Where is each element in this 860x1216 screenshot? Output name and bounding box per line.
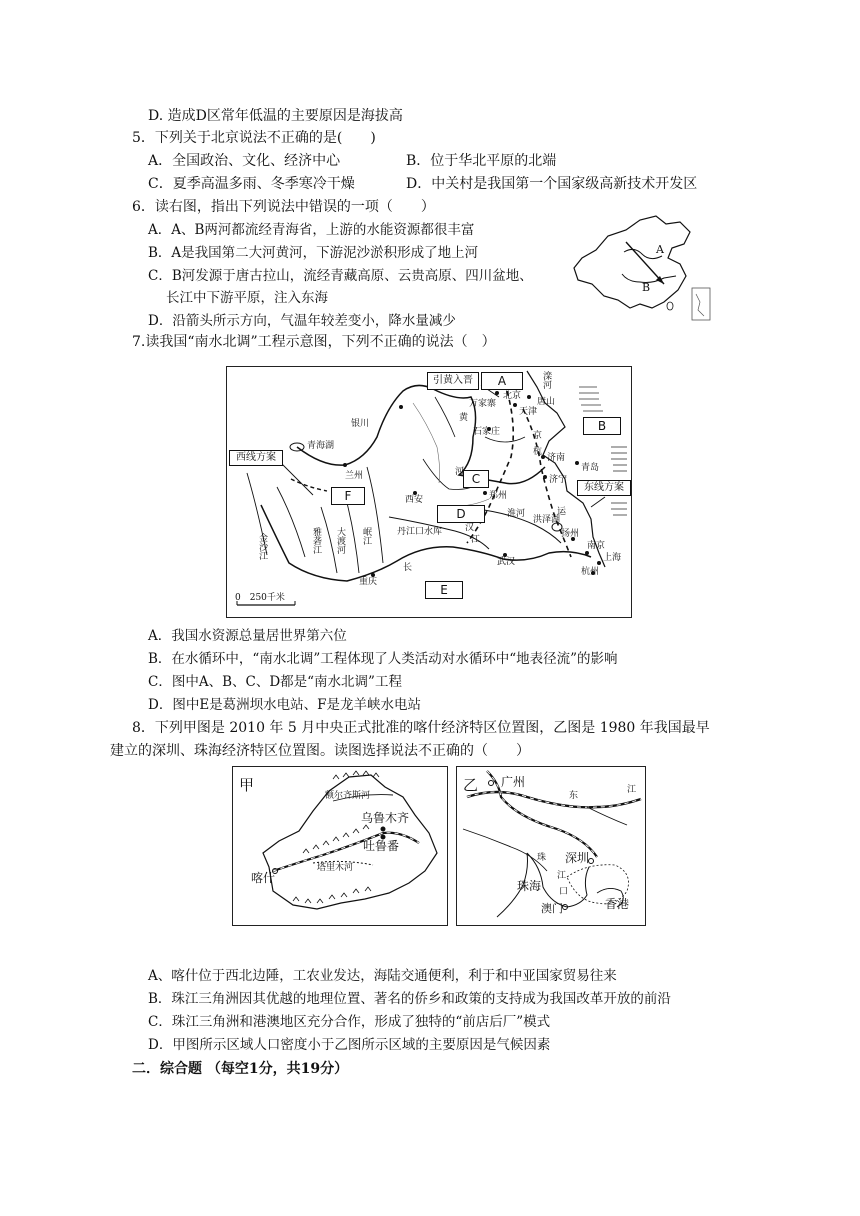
map-yi-title: 乙 — [463, 776, 479, 794]
q6-option-c-cont: 长江中下游平原，注入东海 — [166, 290, 328, 306]
map-scale: 0 250千米 — [235, 593, 285, 603]
map-label-qinghaihu: 青海湖 — [307, 441, 335, 451]
water-diversion-map-graphic — [227, 367, 631, 617]
map-yi-label-jiang2: 江 — [557, 871, 567, 881]
map-jia-label-urumqi: 乌鲁木齐 — [361, 811, 410, 825]
q5-option-a: A．全国政治、文化、经济中心 — [148, 153, 341, 169]
map-yi-label-shenzhen: 深圳 — [565, 851, 590, 865]
q5-option-b: B．位于华北平原的北端 — [406, 153, 557, 169]
q6-option-c: C．B河发源于唐古拉山，流经青藏高原、云贵高原、四川盆地、 — [148, 268, 533, 284]
map-label-wuhan: 武汉 — [497, 557, 516, 567]
map-label-xixian: 西线方案 — [229, 450, 283, 466]
q8-option-b: B．珠江三角洲因其优越的地理位置、著名的侨乡和政策的支持成为我国改革开放的前沿 — [148, 991, 671, 1007]
pearl-river-map-yi — [456, 766, 646, 926]
q7-option-c: C．图中A、B、C、D都是“南水北调”工程 — [148, 674, 402, 690]
map-label-yun: 运 — [557, 507, 567, 517]
q6-china-map — [568, 212, 716, 324]
map-label-jining: 济宁 — [549, 475, 568, 485]
q8-option-d: D．甲图所示区域人口密度小于乙图所示区域的主要原因是气候因素 — [148, 1037, 551, 1053]
map-label-xian: 西安 — [405, 495, 424, 505]
q6-stem: 6．读右图，指出下列说法中错误的一项（ ） — [132, 199, 435, 215]
map-yi-label-dong: 东 — [569, 791, 579, 801]
map-yi-label-zhuhai: 珠海 — [517, 879, 542, 893]
map-label-tianjin: 天津 — [519, 407, 538, 417]
map-box-e: E — [425, 581, 463, 599]
map-label-hang: 杭 — [533, 447, 543, 457]
map-jia-label-eerqisi: 额尔齐斯河 — [325, 791, 371, 801]
map-label-luanhe: 滦河 — [541, 371, 551, 389]
map-label-yinhuang: 引黄入晋 — [427, 372, 479, 390]
map-jia-label-talimu: 塔里木河 — [317, 863, 354, 873]
map-label-zhengzhou: 郑州 — [489, 491, 508, 501]
q8-stem-line2: 建立的深圳、珠海经济特区位置图。读图选择说法不正确的（ ） — [110, 743, 530, 759]
map-label-yalong: 雅砻江 — [311, 527, 321, 554]
map-label-huaihe: 淮河 — [507, 509, 526, 519]
map-label-jiang: 江 — [471, 535, 481, 545]
map-label-huang: 黄 — [459, 413, 469, 423]
map-box-c: C — [463, 470, 489, 488]
map-label-jinshajiang: 金沙江 — [257, 533, 267, 560]
kashi-map-jia — [232, 766, 448, 926]
q8-option-a: A、喀什位于西北边陲，工农业发达，海陆交通便利，利于和中亚国家贸易往来 — [148, 968, 617, 984]
map-label-nanjing: 南京 — [587, 541, 606, 551]
map-label-jinan: 济南 — [547, 453, 566, 463]
q7-option-b: B．在水循环中，“南水北调”工程体现了人类活动对水循环中“地表径流”的影响 — [148, 651, 618, 667]
q6-option-d: D．沿箭头所示方向，气温年较差变小，降水量减少 — [148, 313, 456, 329]
map-yi-label-kou: 口 — [559, 887, 569, 897]
map-label-hangzhou: 杭州 — [581, 567, 600, 577]
map-label-chang: 长 — [403, 563, 413, 573]
map-yi-label-xianggang: 香港 — [605, 897, 630, 911]
map-jia-label-turpan: 吐鲁番 — [363, 839, 400, 853]
map-yi-label-aomen: 澳门 — [541, 902, 563, 915]
map-label-yangzhou: 扬州 — [561, 529, 580, 539]
map-label-han: 汉 — [465, 523, 475, 533]
map-box-f: F — [331, 487, 365, 505]
q5-option-c: C．夏季高温多雨、冬季寒冷干燥 — [148, 176, 355, 192]
map-jia-label-kashi: 喀什 — [251, 871, 276, 885]
q6-map-label-b: B — [642, 281, 651, 294]
map-label-yinchuan: 银川 — [351, 419, 370, 429]
map-box-d: D — [437, 505, 485, 523]
q6-map-label-a: A — [656, 243, 664, 256]
q7-stem: 7.读我国“南水北调”工程示意图，下列不正确的说法（ ） — [132, 334, 496, 350]
section-2-heading: 二．综合题 （每空1分，共19分） — [132, 1061, 349, 1077]
china-outline-graphic — [568, 212, 716, 324]
map-label-qingdao: 青岛 — [581, 463, 600, 473]
q5-stem: 5．下列关于北京说法不正确的是( ) — [132, 130, 376, 146]
map-box-b: B — [583, 417, 621, 435]
q6-option-a: A．A、B两河都流经青海省，上游的水能资源都很丰富 — [148, 222, 475, 238]
map-label-lanzhou: 兰州 — [345, 471, 364, 481]
map-label-beijing: 北京 — [503, 391, 522, 401]
q7-option-d: D．图中E是葛洲坝水电站、F是龙羊峡水电站 — [148, 697, 422, 713]
map-label-he: 河 — [455, 467, 465, 477]
map-label-jing: 京 — [533, 431, 543, 441]
q8-option-c: C．珠江三角洲和港澳地区充分合作，形成了独特的“前店后厂”模式 — [148, 1014, 551, 1030]
q8-stem-line1: 8．下列甲图是 2010 年 5 月中央正式批准的喀什经济特区位置图，乙图是 1980 年我国最早 — [132, 720, 710, 736]
map-box-a: A — [481, 372, 523, 390]
map-label-min: 岷江 — [361, 527, 371, 545]
map-yi-label-guangzhou: 广州 — [501, 775, 526, 789]
map-label-dongxian: 东线方案 — [577, 480, 631, 496]
map-jia-title: 甲 — [239, 776, 255, 794]
q4-option-d: D. 造成D区常年低温的主要原因是海拔高 — [148, 108, 403, 124]
map-yi-label-zhu: 珠 — [537, 853, 547, 863]
map-label-shijiazhuang: 石家庄 — [473, 427, 501, 437]
q7-option-a: A．我国水资源总量居世界第六位 — [148, 628, 347, 644]
q6-option-b: B．A是我国第二大河黄河，下游泥沙淤积形成了地上河 — [148, 245, 479, 261]
south-north-water-diversion-map — [226, 366, 632, 618]
map-label-tangshan: 唐山 — [537, 397, 556, 407]
q5-option-d: D．中关村是我国第一个国家级高新技术开发区 — [406, 176, 698, 192]
map-label-shanghai: 上海 — [603, 553, 622, 563]
map-label-danjiangkou: 丹江口水库 — [397, 527, 443, 537]
map-yi-label-jiang: 江 — [627, 785, 637, 795]
map-label-hongzehu: 洪泽湖 — [533, 515, 561, 525]
map-label-chongqing: 重庆 — [359, 577, 378, 587]
map-label-dadu: 大渡河 — [335, 527, 345, 554]
map-label-wanjiazhai: 万家寨 — [469, 399, 497, 409]
